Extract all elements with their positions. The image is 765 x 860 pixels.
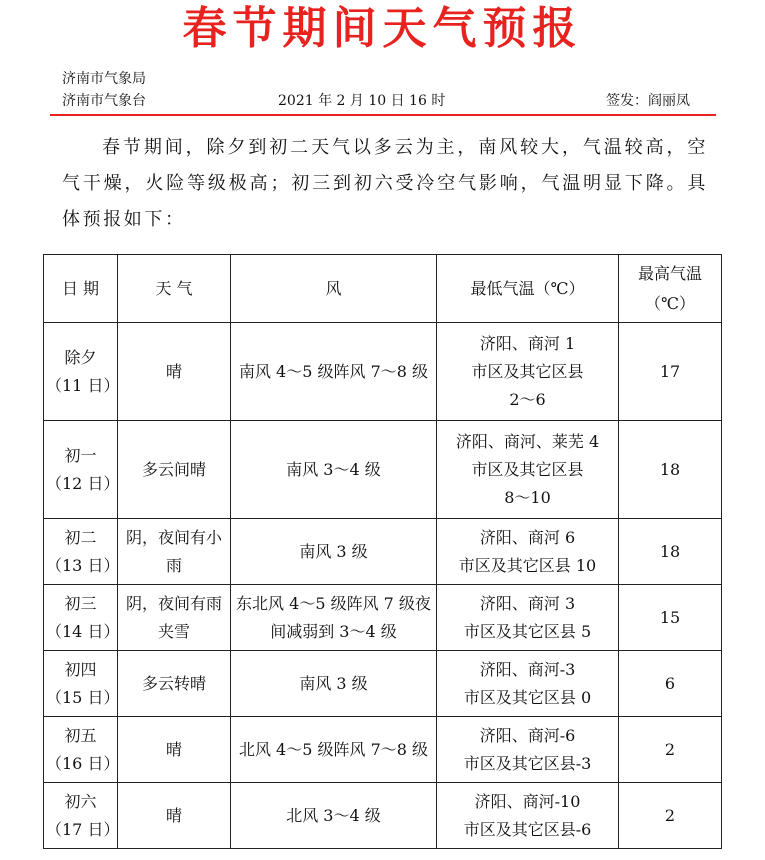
low-temp-city-range: 8～10 [504, 487, 551, 507]
date-cell [44, 585, 118, 651]
low-temp-city: 市区及其它区县 [471, 459, 584, 479]
weather-cell [118, 783, 231, 849]
low-temp-cell [437, 783, 619, 849]
day-date: （14 日） [46, 621, 120, 641]
high-temp-cell [619, 421, 722, 519]
header-low-temp: 最低气温（℃） [437, 255, 619, 323]
low-temp-county: 济阳、商河-3 [479, 659, 576, 679]
wind-cell [231, 323, 437, 421]
low-temp-county: 济阳、商河、莱芜 4 [455, 431, 600, 451]
table-row [44, 323, 722, 421]
day-name: 初五 [64, 725, 97, 745]
issuer-bureau: 济南市气象局 [62, 71, 146, 87]
weather-cell [118, 651, 231, 717]
high-temp-cell [619, 651, 722, 717]
forecast-table [43, 254, 722, 849]
high-temp-value: 15 [659, 607, 681, 627]
intro-paragraph: 春节期间，除夕到初二天气以多云为主，南风较大，气温较高，空气干燥，火险等级极高；初三到初六受冷空气影响，气温明显下降。具体预报如下： [62, 137, 708, 230]
high-temp-cell [619, 323, 722, 421]
wind-text: 南风 4～5 级阵风 7～8 级 [238, 361, 429, 381]
date-cell [44, 323, 118, 421]
table-row [44, 585, 722, 651]
high-temp-value: 2 [664, 805, 676, 825]
day-date: （13 日） [46, 555, 120, 575]
table-header-row [44, 255, 722, 323]
document-title: 春节期间天气预报 [182, 3, 583, 54]
low-temp-cell [437, 323, 619, 421]
day-name: 初四 [64, 659, 97, 679]
day-name: 初三 [64, 593, 97, 613]
low-temp-county: 济阳、商河-6 [479, 725, 576, 745]
high-temp-cell [619, 783, 722, 849]
wind-text: 北风 3～4 级 [286, 805, 381, 825]
day-name: 除夕 [64, 347, 97, 367]
weather-text: 阴，夜间有雨夹雪 [125, 593, 222, 641]
low-temp-county: 济阳、商河 6 [479, 527, 576, 547]
weather-text: 阴，夜间有小雨 [125, 527, 222, 575]
header-date: 日 期 [44, 255, 118, 323]
day-name: 初一 [64, 445, 97, 465]
weather-cell [118, 717, 231, 783]
day-date: （12 日） [46, 473, 120, 493]
day-date: （11 日） [46, 375, 120, 395]
header-high-temp-label: 最高气温 [637, 263, 702, 283]
low-temp-city: 市区及其它区县 5 [463, 621, 592, 641]
header-weather: 天 气 [118, 255, 231, 323]
weather-text: 晴 [165, 805, 182, 825]
high-temp-value: 2 [664, 739, 676, 759]
table-row [44, 421, 722, 519]
header-divider [50, 114, 716, 116]
low-temp-cell [437, 421, 619, 519]
date-cell [44, 651, 118, 717]
high-temp-value: 18 [659, 459, 681, 479]
high-temp-value: 6 [664, 673, 676, 693]
issue-time: 2021 年 2 月 10 日 16 时 [278, 93, 446, 109]
weather-cell [118, 421, 231, 519]
low-temp-city: 市区及其它区县-3 [463, 753, 592, 773]
date-cell [44, 717, 118, 783]
wind-cell [231, 585, 437, 651]
low-temp-city: 市区及其它区县 10 [458, 555, 597, 575]
wind-cell [231, 519, 437, 585]
low-temp-cell [437, 651, 619, 717]
date-cell [44, 421, 118, 519]
day-date: （16 日） [46, 753, 120, 773]
day-name: 初二 [64, 527, 97, 547]
wind-cell [231, 717, 437, 783]
table-row [44, 783, 722, 849]
weather-text: 晴 [165, 739, 182, 759]
high-temp-cell [619, 585, 722, 651]
weather-text: 晴 [165, 361, 182, 381]
high-temp-value: 17 [659, 361, 681, 381]
low-temp-county: 济阳、商河 1 [479, 333, 576, 353]
table-row [44, 519, 722, 585]
day-name: 初六 [64, 791, 97, 811]
low-temp-city-range: 2～6 [509, 389, 546, 409]
wind-text: 南风 3 级 [299, 673, 368, 693]
low-temp-county: 济阳、商河 3 [479, 593, 576, 613]
low-temp-city: 市区及其它区县 [471, 361, 584, 381]
low-temp-city: 市区及其它区县 0 [463, 687, 592, 707]
weather-cell [118, 519, 231, 585]
table-row [44, 717, 722, 783]
wind-text: 南风 3～4 级 [286, 459, 381, 479]
header-wind: 风 [231, 255, 437, 323]
low-temp-cell [437, 585, 619, 651]
day-date: （15 日） [46, 687, 120, 707]
header-high-temp-unit: （℃） [645, 293, 695, 313]
header-high-temp [619, 255, 722, 323]
weather-cell [118, 323, 231, 421]
wind-cell [231, 651, 437, 717]
high-temp-cell [619, 717, 722, 783]
weather-text: 多云间晴 [141, 459, 206, 479]
table-row [44, 651, 722, 717]
date-cell [44, 783, 118, 849]
wind-cell [231, 421, 437, 519]
low-temp-cell [437, 717, 619, 783]
low-temp-city: 市区及其它区县-6 [463, 819, 592, 839]
day-date: （17 日） [46, 819, 120, 839]
wind-cell [231, 783, 437, 849]
weather-cell [118, 585, 231, 651]
weather-text: 多云转晴 [141, 673, 206, 693]
low-temp-county: 济阳、商河-10 [474, 791, 581, 811]
high-temp-cell [619, 519, 722, 585]
low-temp-cell [437, 519, 619, 585]
wind-text: 北风 4～5 级阵风 7～8 级 [238, 739, 429, 759]
wind-text: 南风 3 级 [299, 541, 368, 561]
date-cell [44, 519, 118, 585]
wind-text: 东北风 4～5 级阵风 7 级夜间减弱到 3～4 级 [236, 593, 431, 641]
signer: 签发：阎丽凤 [606, 93, 690, 109]
high-temp-value: 18 [659, 541, 681, 561]
issuer-observatory: 济南市气象台 [62, 93, 146, 109]
